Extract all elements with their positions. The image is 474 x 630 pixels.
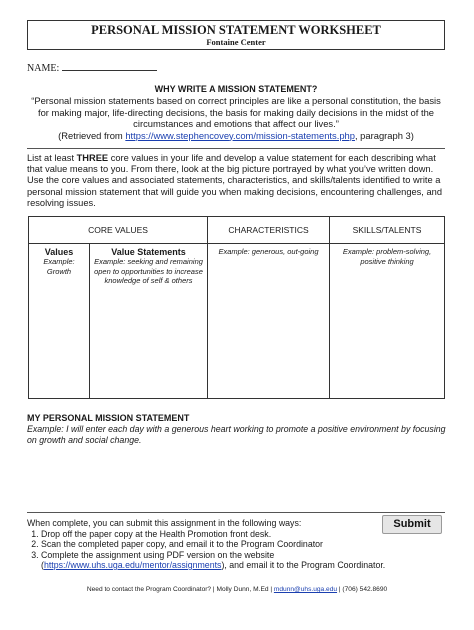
worksheet-header <box>27 20 445 50</box>
assignments-link[interactable]: https://www.uhs.uga.edu/mentor/assignments <box>43 560 222 570</box>
worksheet-title: PERSONAL MISSION STATEMENT WORKSHEET <box>91 23 381 37</box>
characteristics-cell[interactable] <box>208 244 330 399</box>
values-label: Values <box>44 247 74 257</box>
mission-section <box>27 413 447 446</box>
statements-label: Value Statements <box>111 247 186 257</box>
mission-heading: MY PERSONAL MISSION STATEMENT <box>27 413 190 423</box>
instructions: List at least THREE core values in your life and develop a value statement for each describing what that value means to you. From there, look at the big picture portrayed by what you’ve written down. Use the core values and associated statements, characteristics, and skills/talents identified to write a personal mission statement that will guide you when making decisions, encountering challenges, and resolving issues. <box>27 153 442 208</box>
name-row <box>27 61 157 74</box>
submit-step: 3. Complete the assignment using PDF version on the website (https://www.uhs.uga.edu/mentor/assignments), and email it to the Program Coordinator. <box>41 550 447 571</box>
values-column <box>29 244 90 398</box>
divider <box>27 512 445 513</box>
divider <box>27 148 445 149</box>
statements-example: Example: seeking and remaining open to opportunities to increase knowledge of self & others <box>94 257 203 285</box>
submission-instructions <box>27 518 447 571</box>
name-field[interactable] <box>62 61 157 71</box>
core-values-cell[interactable] <box>29 244 208 399</box>
submit-steps <box>27 529 447 571</box>
submit-step: 2. Scan the completed paper copy, and email it to the Program Coordinator <box>41 539 447 550</box>
skills-cell[interactable] <box>330 244 445 399</box>
values-table <box>28 216 445 399</box>
header-skills-talents: SKILLS/TALENTS <box>330 217 445 244</box>
covey-link[interactable]: https://www.stephencovey.com/mission-statements.php <box>125 129 355 141</box>
header-characteristics: CHARACTERISTICS <box>208 217 330 244</box>
statements-column <box>90 244 207 398</box>
values-example: Example: Growth <box>43 257 75 276</box>
contact-footer: Need to contact the Program Coordinator? | Molly Dunn, M.Ed | mdunn@uhs.uga.edu | (706) 542.8690 <box>86 586 388 593</box>
why-heading: WHY WRITE A MISSION STATEMENT? <box>154 84 318 94</box>
submit-intro: When complete, you can submit this assignment in the following ways: <box>27 518 302 528</box>
coordinator-email-link[interactable]: mdunn@uhs.uga.edu <box>273 586 338 593</box>
center-name: Fontaine Center <box>206 37 266 47</box>
submit-step: 1. Drop off the paper copy at the Health Promotion front desk. <box>41 529 447 540</box>
header-core-values: CORE VALUES <box>29 217 208 244</box>
skills-example: Example: problem-solving, positive thinking <box>342 247 432 266</box>
retrieved-citation: (Retrieved from https://www.stephencovey.com/mission-statements.php, paragraph 3) <box>58 129 414 141</box>
mission-example: Example: I will enter each day with a generous heart working to promote a positive environment by focusing on growth and social change. <box>27 424 446 445</box>
characteristics-example: Example: generous, out-going <box>218 247 319 256</box>
why-section <box>27 84 445 141</box>
covey-quote: “Personal mission statements based on correct principles are like a personal constitution, the basis for making major, life-directing decisions, the basis for making daily decisions in the midst of the circumstances and emotions that affect our lives.” <box>31 95 441 129</box>
submit-button[interactable]: Submit <box>382 515 442 534</box>
name-label: NAME: <box>27 63 60 74</box>
